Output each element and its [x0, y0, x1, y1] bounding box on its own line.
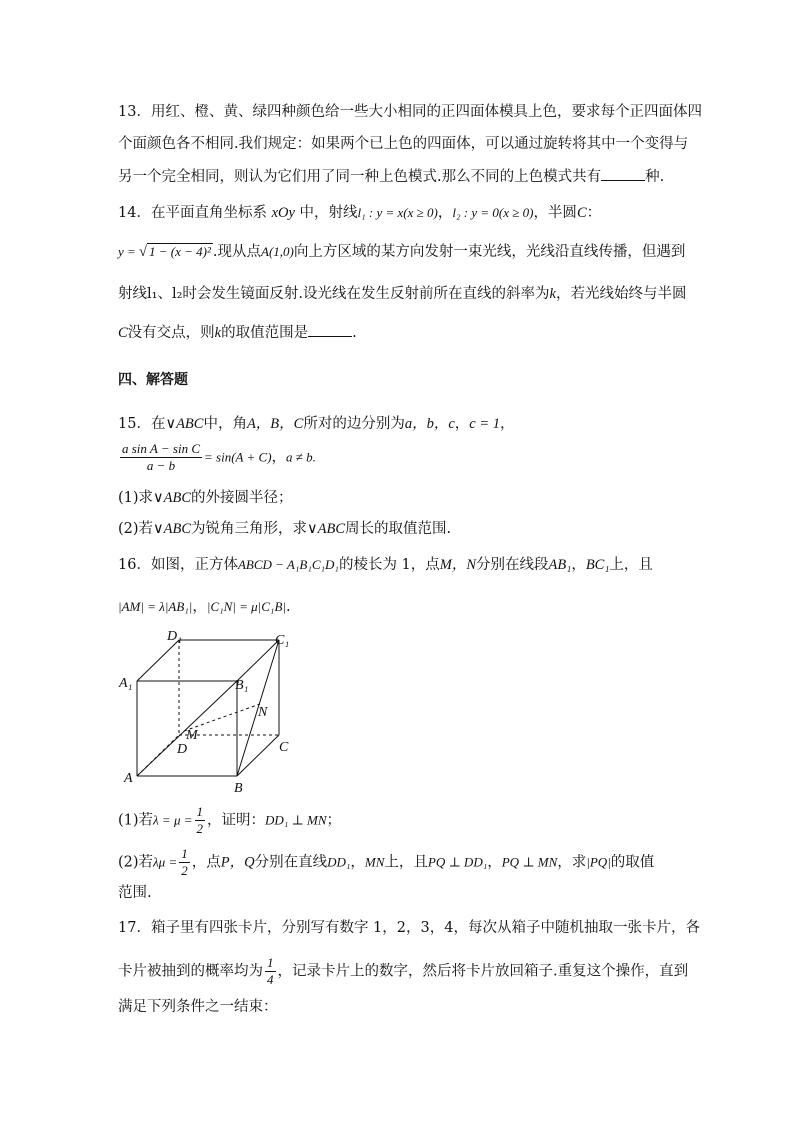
- q16-text: 上，且: [609, 557, 653, 573]
- q15-part-2: [118, 519, 451, 539]
- coordinate-system: xOy: [271, 205, 295, 221]
- answer-blank: [308, 322, 352, 337]
- segment-ab1: AB₁: [548, 557, 572, 573]
- q14-text: ，若光线始终与半圆: [555, 286, 687, 302]
- q15-text: 周长的取值范围.: [345, 521, 452, 537]
- angle-vars: A，B，C: [246, 416, 304, 432]
- q15-text: 的外接圆半径；: [191, 490, 293, 506]
- q13-text: 另一个完全相同，则认为它们用了同一种上色模式.那么不同的上色模式共有: [118, 169, 602, 185]
- q16-text: ，: [487, 854, 502, 871]
- cube-name: ABCD − A₁B₁C₁D₁: [237, 557, 339, 572]
- q14-text-end: .: [352, 325, 357, 341]
- semicircle-equation: y =: [118, 244, 140, 259]
- q16-text: (1)若: [118, 812, 154, 829]
- label-c1: C₁: [275, 633, 290, 648]
- q17-line-1: 17．箱子里有四张卡片，分别写有数字 1，2，3，4，每次从箱子中随机抽取一张卡片，各: [118, 920, 700, 936]
- line-mn: MN: [364, 854, 385, 870]
- label-d1: D₁: [167, 629, 182, 644]
- points-pq: P，Q: [220, 854, 255, 871]
- slope-k: k: [549, 286, 556, 302]
- side-vars: a，b，c: [404, 416, 455, 432]
- q14-text: ，半圆: [533, 205, 577, 221]
- q16-text: .: [285, 599, 291, 615]
- sqrt-sign: √: [139, 244, 148, 260]
- part1-condition: λ = μ =: [153, 812, 193, 828]
- q15-text: 中，角: [203, 416, 247, 432]
- q15-text: ，: [500, 416, 515, 432]
- q15-part-1: [118, 488, 293, 508]
- label-d: D: [177, 742, 188, 757]
- q16-line-1: [118, 555, 653, 575]
- equation-rhs: = sin(A + C): [204, 449, 272, 465]
- q16-part-2-cont: 范围.: [118, 885, 152, 901]
- label-b: B: [234, 781, 243, 796]
- q14-text: .现从点: [212, 244, 261, 260]
- equation-condition: a ≠ b.: [286, 449, 316, 465]
- fraction-half: [195, 804, 206, 837]
- q14-text: 的取值范围是: [221, 325, 309, 341]
- triangle-abc: ∨ABC: [307, 521, 346, 537]
- segment-mn-hidden: [184, 704, 260, 731]
- q14-line-3: [118, 284, 686, 304]
- edge-a1d1: [137, 640, 179, 681]
- q16-text: 分别在线段: [476, 557, 549, 573]
- answer-blank: [601, 166, 645, 181]
- length-pq: |PQ|: [586, 854, 611, 870]
- semicircle-c: C: [118, 325, 128, 341]
- slope-k: k: [214, 325, 222, 341]
- ray-l2: l₂ : y = 0(x ≥ 0): [452, 205, 534, 220]
- q15-text: ，: [454, 416, 470, 432]
- q16-text: 上，且: [384, 854, 428, 871]
- semicircle-c: C: [576, 205, 587, 221]
- q16-text: ；: [326, 812, 342, 829]
- q14-text: 射线l₁、l₂: [118, 286, 183, 302]
- q15-line-1: [118, 414, 515, 434]
- q14-text: 向上方区域的某方向发射一束光线，光线沿直线传播，但遇到: [293, 244, 686, 260]
- fraction-denominator: 2: [196, 821, 203, 836]
- q16-text: ，: [192, 599, 207, 615]
- q14-text: 中，射线: [299, 205, 358, 221]
- q13-text-end: 种.: [645, 169, 665, 185]
- fraction-numerator: a sin A − sin C: [122, 441, 201, 456]
- label-b1: B₁: [235, 678, 249, 693]
- q15-text: ，: [271, 449, 287, 466]
- q15-equation: [118, 441, 316, 474]
- q14-text: 没有交点，则: [127, 325, 215, 341]
- q16-line-2: [118, 597, 291, 617]
- cube-figure: [112, 626, 302, 798]
- q16-text: ，: [350, 854, 365, 871]
- label-a: A: [124, 771, 133, 786]
- q14-line-2: [118, 242, 685, 262]
- q15-text: (1)求: [118, 490, 154, 506]
- condition-pq-mn: PQ ⊥ MN: [501, 854, 558, 870]
- triangle-abc: ∨ABC: [153, 490, 192, 506]
- q16-part-1: [118, 804, 341, 837]
- q15-text: 15．在: [118, 416, 166, 432]
- label-c: C: [279, 740, 289, 755]
- fraction-numerator: 1: [196, 804, 203, 819]
- line-dd1: DD₁: [327, 854, 351, 870]
- equation-fraction: [120, 441, 202, 474]
- triangle-abc: ∨ABC: [165, 416, 204, 432]
- label-n: N: [258, 705, 268, 720]
- perpendicular-claim: DD₁ ⊥ MN: [265, 812, 327, 828]
- q16-part-2: [118, 846, 654, 879]
- q16-text: ，证明：: [207, 812, 265, 829]
- q16-text: (2)若: [118, 854, 154, 871]
- q14-text: ：: [586, 205, 602, 221]
- q16-text: ，点: [191, 854, 221, 871]
- fraction-denominator: 4: [267, 972, 274, 987]
- q14-text: ，: [437, 205, 453, 221]
- q14-text: 14．在平面直角坐标系: [118, 205, 267, 221]
- q13-line-3: [118, 166, 664, 187]
- condition-pq-dd1: PQ ⊥ DD₁: [427, 854, 488, 870]
- q14-line-4: [118, 322, 357, 343]
- fraction-denominator: a − b: [146, 458, 176, 473]
- q16-text: ，: [571, 557, 586, 573]
- q13-line-1: 13．用红、橙、黄、绿四种颜色给一些大小相同的正四面体模具上色，要求每个正四面体四: [118, 104, 702, 120]
- q17-line-2: [118, 955, 688, 988]
- label-a1: A₁: [119, 676, 133, 691]
- label-m: M: [186, 728, 198, 743]
- q16-text: ，求: [557, 854, 587, 871]
- point-a: A(1,0): [261, 244, 294, 259]
- q17-text: ，记录卡片上的数字，然后将卡片放回箱子.重复这个操作，直到: [277, 963, 689, 980]
- q16-text: 分别在直线: [254, 854, 328, 871]
- q14-line-1: [118, 203, 601, 223]
- triangle-abc: ∨ABC: [153, 521, 192, 537]
- q15-text: 为锐角三角形，求: [191, 521, 308, 537]
- section-heading: 四、解答题: [118, 372, 188, 388]
- fraction-numerator: 1: [181, 846, 188, 861]
- q17-text: 卡片被抽到的概率均为: [118, 963, 263, 980]
- q13-line-2: 个面颜色各不相同.我们规定：如果两个已上色的四面体，可以通过旋转将其中一个变得与: [118, 136, 689, 152]
- condition-c1n: |C₁N| = μ|C₁B|: [206, 599, 286, 614]
- segment-bc1: BC₁: [585, 557, 610, 573]
- fraction-quarter: [265, 955, 276, 988]
- side-c-value: c = 1: [469, 416, 501, 432]
- q17-line-3: 满足下列条件之一结束：: [118, 999, 278, 1015]
- part2-condition: λμ =: [153, 854, 178, 870]
- fraction-numerator: 1: [267, 955, 274, 970]
- q16-text: 16．如图，正方体: [118, 557, 238, 573]
- fraction-denominator: 2: [181, 863, 188, 878]
- q14-text: 时会发生镜面反射.设光线在发生反射前所在直线的斜率为: [182, 286, 550, 302]
- q16-text: 的取值: [610, 854, 655, 871]
- q15-text: (2)若: [118, 521, 154, 537]
- ray-l1: l₁ : y = x(x ≥ 0): [357, 205, 438, 220]
- points-mn: M，N: [439, 557, 477, 573]
- condition-am: |AM| = λ|AB₁|: [118, 599, 193, 614]
- fraction-half: [179, 846, 190, 879]
- q15-text: 所对的边分别为: [303, 416, 405, 432]
- sqrt-radicand: 1 − (x − 4)²: [149, 244, 211, 259]
- q16-text: 的棱长为 1，点: [338, 557, 440, 573]
